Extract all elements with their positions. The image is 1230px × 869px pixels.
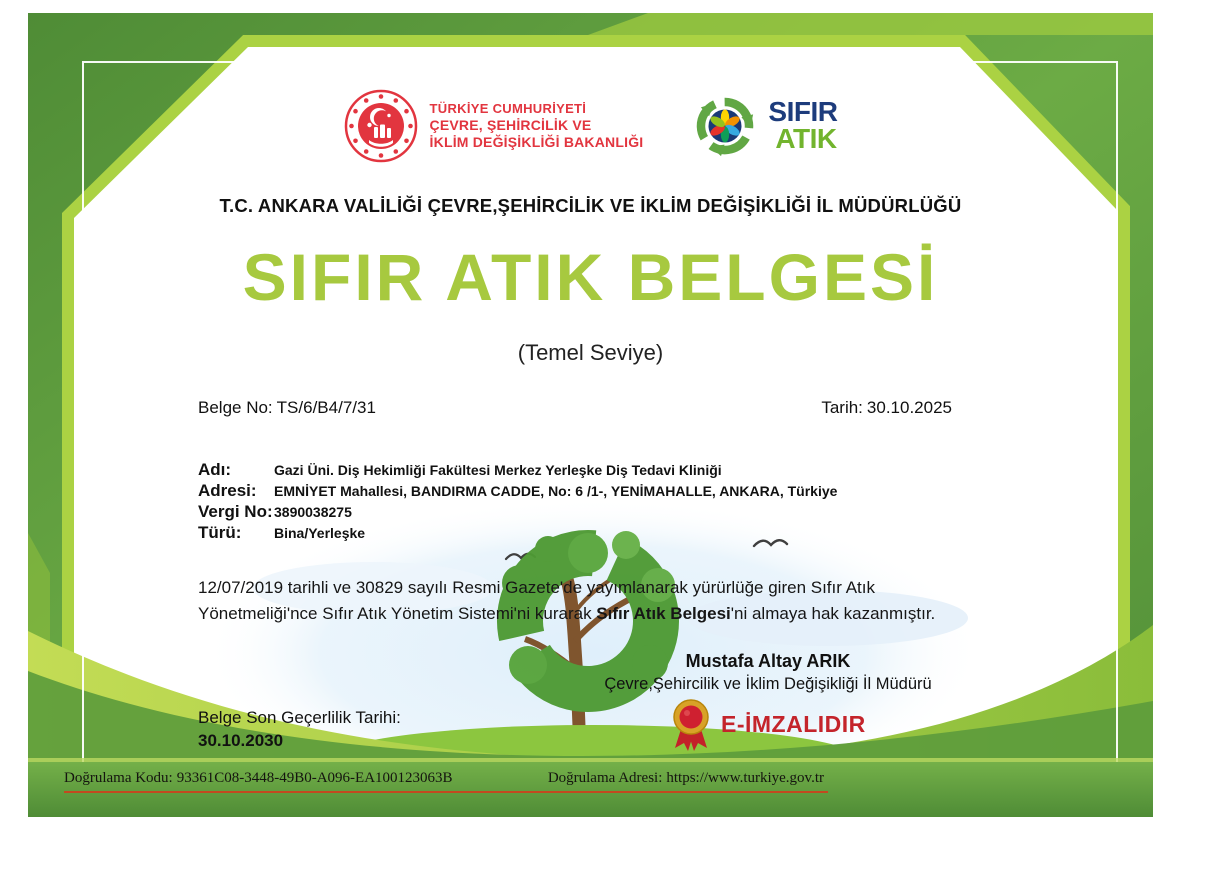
validity-date: 30.10.2030 (198, 730, 284, 750)
statement-part2: 'ni almaya hak kazanmıştır. (730, 603, 936, 623)
ministry-logo-block (344, 89, 644, 163)
document-date (821, 398, 956, 418)
document-number (198, 398, 380, 418)
sifir-atik-wordmark (768, 96, 838, 154)
atik-word: ATIK (775, 123, 837, 154)
verification-address (548, 770, 828, 787)
ministry-line3: İKLİM DEĞİŞİKLİĞİ BAKANLIĞI (429, 133, 644, 150)
statement-part1: 12/07/2019 tarihli ve 30829 sayılı Resmi Gazete'de yayımlanarak yürürlüğe giren Sıfır Atık Yönetmeliği'nce Sıfır Atık Yönetim Sistemi'ni kurarak (198, 578, 875, 623)
ministry-seal-icon (344, 89, 418, 163)
sifir-word: SIFIR (768, 96, 838, 128)
verification-code (64, 770, 457, 787)
detail-value: Gazi Üni. Diş Hekimliği Fakültesi Merkez Yerleşke Diş Tedavi Kliniği (274, 462, 722, 478)
document-number-row (198, 398, 956, 418)
certificate-level: (Temel Seviye) (517, 340, 664, 365)
verification-code-label: Doğrulama Kodu: (64, 770, 173, 786)
detail-row-address (198, 481, 837, 502)
verification-address-value: https://www.turkiye.gov.tr (666, 770, 824, 786)
footer-divider (64, 791, 828, 793)
ribbon-seal-icon (668, 696, 714, 752)
sifir-atik-logo-block (695, 94, 837, 158)
detail-label: Adı: (198, 460, 232, 479)
detail-row-taxno (198, 502, 837, 523)
detail-value: EMNİYET Mahallesi, BANDIRMA CADDE, No: 6 /1-, YENİMAHALLE, ANKARA, Türkiye (274, 483, 838, 499)
verification-code-value: 93361C08-3448-49B0-A096-EA100123063B (176, 770, 453, 786)
signer-title: Çevre,Şehircilik ve İklim Değişikliği İl Müdürü (604, 675, 932, 693)
e-signature-badge (668, 696, 866, 752)
e-signature-label: E-İMZALIDIR (721, 710, 866, 737)
signature-block (528, 651, 1008, 694)
signer-name: Mustafa Altay ARIK (685, 651, 851, 671)
sifir-atik-recycle-icon (695, 94, 759, 158)
detail-label: Adresi: (198, 481, 257, 500)
detail-row-type (198, 523, 837, 544)
detail-value: Bina/Yerleşke (274, 525, 366, 541)
detail-row-name (198, 460, 837, 481)
issuing-authority: T.C. ANKARA VALİLİĞİ ÇEVRE,ŞEHİRCİLİK VE İKLİM DEĞİŞİKLİĞİ İL MÜDÜRLÜĞÜ (219, 195, 962, 216)
ministry-line2: ÇEVRE, ŞEHİRCİLİK VE (429, 116, 592, 133)
statement-bold: Sıfır Atık Belgesi (596, 603, 731, 623)
tarih-value: 30.10.2025 (866, 398, 952, 417)
header-logos (28, 89, 1153, 163)
belge-no-value: TS/6/B4/7/31 (276, 398, 376, 417)
tarih-label: Tarih: (821, 398, 863, 417)
certificate (28, 13, 1153, 817)
ministry-name (430, 101, 644, 151)
certificate-statement (198, 575, 943, 626)
detail-value: 3890038275 (274, 504, 352, 520)
recipient-details (198, 460, 837, 544)
belge-no-label: Belge No: (198, 398, 273, 417)
validity-block (198, 707, 401, 753)
verification-address-label: Doğrulama Adresi: (547, 770, 663, 786)
ministry-line1: TÜRKİYE CUMHURİYETİ (429, 100, 587, 116)
detail-label: Türü: (198, 523, 242, 542)
certificate-title: SIFIR ATIK BELGESİ (242, 240, 939, 314)
detail-label: Vergi No: (198, 502, 273, 521)
validity-label: Belge Son Geçerlilik Tarihi: (198, 708, 401, 727)
